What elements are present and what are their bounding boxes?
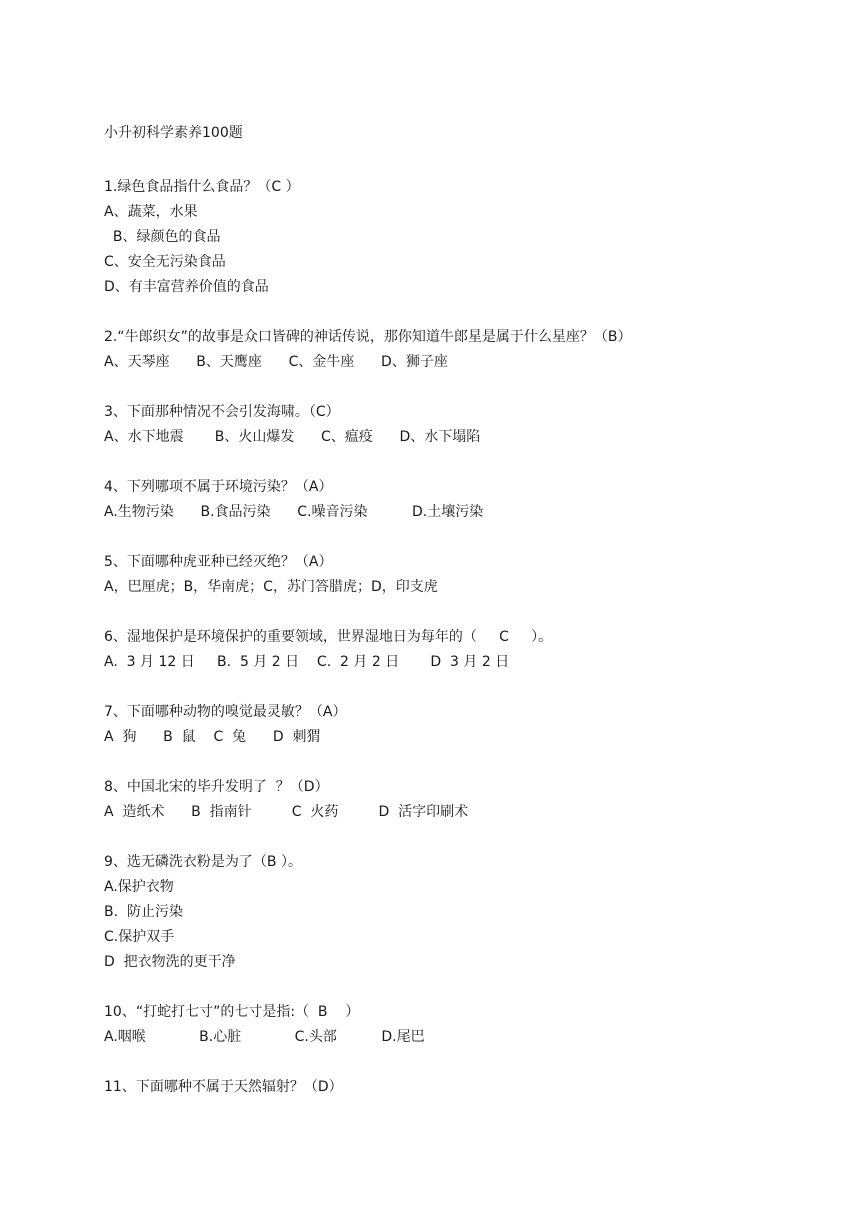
- question-text: 10、“打蛇打七寸”的七寸是指:（ B ）: [104, 1004, 360, 1020]
- document-body: [104, 121, 784, 1125]
- question-text: 1.绿色食品指什么食品？（C ）: [104, 179, 300, 195]
- answer-option: A.保护衣物: [104, 879, 174, 895]
- answer-option: D 把衣物洗的更干净: [104, 954, 236, 970]
- answer-option: A 造纸术 B 指南针 C 火药 D 活字印刷术: [104, 804, 469, 820]
- question-text: 11、下面哪种不属于天然辐射？（D）: [104, 1079, 343, 1095]
- answer-option: A、天琴座 B、天鹰座 C、金牛座 D、狮子座: [104, 354, 448, 370]
- question-text: 7、下面哪种动物的嗅觉最灵敏？（A）: [104, 704, 347, 720]
- question-text: 9、选无磷洗衣粉是为了（B ）。: [104, 854, 302, 870]
- question-text: 8、中国北宋的毕升发明了 ？（D）: [104, 779, 329, 795]
- answer-option: A、蔬菜，水果: [104, 204, 198, 220]
- answer-option: A 狗 B 鼠 C 兔 D 刺猬: [104, 729, 321, 745]
- question-8: [104, 775, 784, 825]
- answer-option: C、安全无污染食品: [104, 254, 226, 270]
- question-2: [104, 325, 784, 375]
- question-list: [104, 175, 784, 1100]
- question-6: [104, 625, 784, 675]
- answer-option: B. 防止污染: [104, 904, 183, 920]
- question-11: [104, 1075, 784, 1100]
- question-3: [104, 400, 784, 450]
- question-text: 3、下面那种情况不会引发海啸。（C）: [104, 404, 340, 420]
- question-5: [104, 550, 784, 600]
- question-4: [104, 475, 784, 525]
- question-text: 5、下面哪种虎亚种已经灭绝？（A）: [104, 554, 333, 570]
- answer-option: A. 3 月 12 日 B. 5 月 2 日 C. 2 月 2 日 D 3 月 2 日: [104, 654, 510, 670]
- question-1: [104, 175, 784, 300]
- question-7: [104, 700, 784, 750]
- answer-option: D、有丰富营养价值的食品: [104, 279, 269, 295]
- question-text: 2.“牛郎织女”的故事是众口皆碑的神话传说，那你知道牛郎星是属于什么星座？（B）: [104, 329, 632, 345]
- question-text: 4、下列哪项不属于环境污染？（A）: [104, 479, 333, 495]
- answer-option: B、绿颜色的食品: [104, 229, 221, 245]
- answer-option: C.保护双手: [104, 929, 175, 945]
- answer-option: A、水下地震 B、火山爆发 C、瘟疫 D、水下塌陷: [104, 429, 481, 445]
- question-text: 6、湿地保护是环境保护的重要领域，世界湿地日为每年的（ C ）。: [104, 629, 553, 645]
- document-title: 小升初科学素养100题: [104, 125, 243, 141]
- answer-option: A，巴厘虎；B，华南虎；C，苏门答腊虎；D，印支虎: [104, 579, 438, 595]
- answer-option: A.生物污染 B.食品污染 C.噪音污染 D.土壤污染: [104, 504, 484, 520]
- question-9: [104, 850, 784, 975]
- answer-option: A.咽喉 B.心脏 C.头部 D.尾巴: [104, 1029, 425, 1045]
- question-10: [104, 1000, 784, 1050]
